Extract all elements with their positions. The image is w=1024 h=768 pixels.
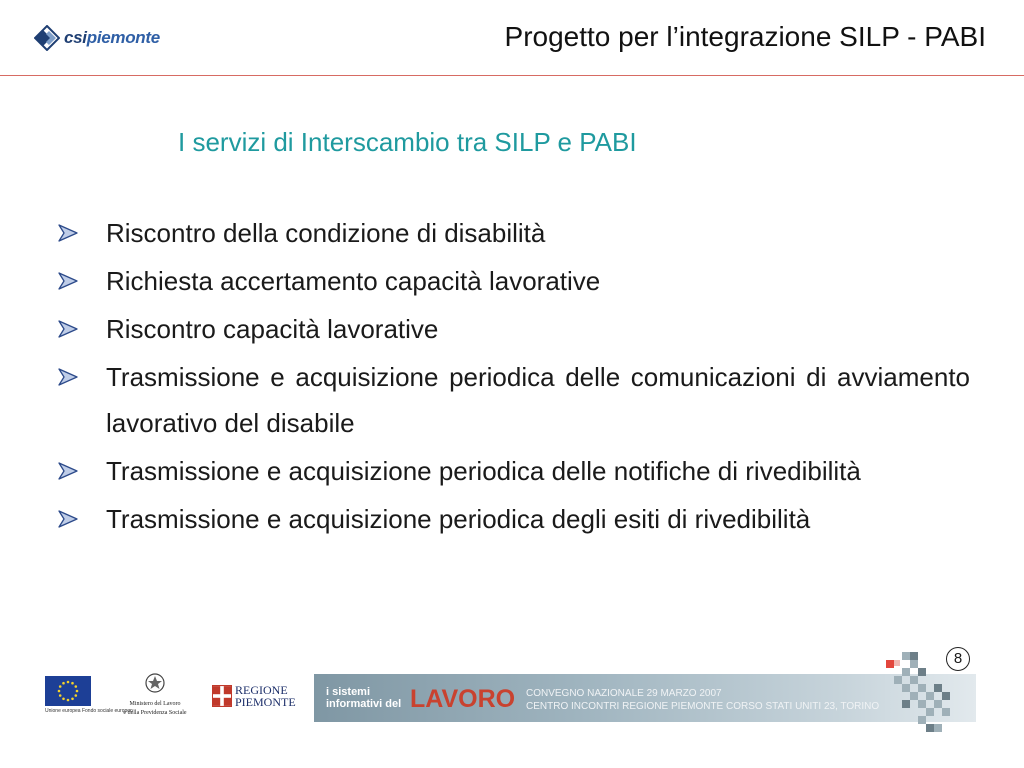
regione-line1: REGIONE bbox=[235, 683, 288, 697]
list-item-text: Riscontro capacità lavorative bbox=[106, 314, 439, 344]
banner-line2: informativi del bbox=[326, 698, 402, 710]
regione-piemonte-logo bbox=[212, 684, 296, 708]
ministero-line1: Ministero del Lavoro bbox=[129, 701, 181, 707]
csi-diamond-logo-icon bbox=[34, 25, 60, 51]
eu-caption: Unione europea Fondo sociale europeo bbox=[45, 708, 133, 714]
list-item-text: Richiesta accertamento capacità lavorative bbox=[106, 266, 601, 296]
eu-flag-icon bbox=[45, 676, 91, 706]
list-item bbox=[58, 258, 970, 304]
list-item-text: Trasmissione e acquisizione periodica degli esiti di rivedibilità bbox=[106, 504, 811, 534]
pixel-map-icon bbox=[880, 650, 970, 740]
arrow-bullet-icon bbox=[58, 462, 78, 480]
eu-logo bbox=[45, 676, 133, 720]
page-number: 8 bbox=[946, 647, 970, 671]
italian-emblem-icon bbox=[144, 672, 166, 694]
page-title: Progetto per l’integrazione SILP - PABI bbox=[504, 21, 986, 52]
footer-logos bbox=[0, 670, 1024, 760]
bullet-list bbox=[58, 210, 970, 544]
list-item-text: Riscontro della condizione di disabilità bbox=[106, 218, 546, 248]
slide-header bbox=[0, 0, 1024, 78]
list-item bbox=[58, 210, 970, 256]
arrow-bullet-icon bbox=[58, 224, 78, 242]
logo-suffix: piemonte bbox=[86, 28, 160, 47]
banner-line1: i sistemi bbox=[326, 686, 371, 698]
regione-crest-icon bbox=[212, 685, 232, 707]
banner-convegno: CONVEGNO NAZIONALE 29 MARZO 2007 bbox=[526, 688, 722, 699]
arrow-bullet-icon bbox=[58, 510, 78, 528]
ministero-logo bbox=[115, 672, 195, 722]
banner-address: CENTRO INCONTRI REGIONE PIEMONTE CORSO STATI UNITI 23, TORINO bbox=[526, 701, 880, 712]
list-item bbox=[58, 448, 970, 494]
event-banner bbox=[314, 674, 976, 722]
section-title: I servizi di Interscambio tra SILP e PABI bbox=[178, 127, 637, 157]
list-item-text: Trasmissione e acquisizione periodica delle comunicazioni di avviamento lavorativo del disabile bbox=[106, 362, 970, 438]
logo-prefix: csi bbox=[64, 28, 87, 47]
list-item bbox=[58, 354, 970, 446]
header-divider bbox=[0, 75, 1024, 76]
banner-lavoro: LAVORO bbox=[410, 685, 516, 713]
regione-line2: PIEMONTE bbox=[235, 695, 296, 709]
arrow-bullet-icon bbox=[58, 368, 78, 386]
list-item bbox=[58, 306, 970, 352]
list-item bbox=[58, 496, 970, 542]
ministero-line2: e della Previdenza Sociale bbox=[123, 710, 187, 716]
arrow-bullet-icon bbox=[58, 272, 78, 290]
list-item-text: Trasmissione e acquisizione periodica delle notifiche di rivedibilità bbox=[106, 456, 861, 486]
csi-piemonte-logo bbox=[34, 25, 160, 51]
arrow-bullet-icon bbox=[58, 320, 78, 338]
